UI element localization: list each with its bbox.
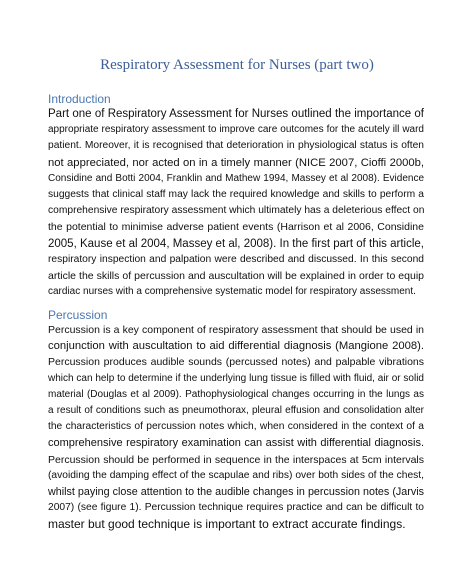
paragraph-line: appropriate respiratory assessment to improve care outcomes for the acutely ill ward <box>48 124 424 136</box>
paragraph-line: master but good technique is important to extract accurate findings. <box>48 517 406 532</box>
paragraph-line: whilst paying close attention to the audible changes in percussion notes (Jarvis <box>48 485 424 498</box>
document-title: Respiratory Assessment for Nurses (part two) <box>100 57 374 73</box>
percussion-paragraph <box>48 322 424 532</box>
paragraph-line: a result of conditions such as pneumothorax, pleural effusion and consolidation alter <box>48 404 424 416</box>
paragraph-line: material (Douglas et al 2009). Pathophysiological changes occurring in the lungs as <box>48 388 424 400</box>
paragraph-line: Percussion produces audible sounds (percussed notes) and palpable vibrations <box>48 356 424 369</box>
paragraph-line: 2005, Kause et al 2004, Massey et al, 2008). In the first part of this article, <box>48 237 424 250</box>
paragraph-line: the potential to minimise adverse patient events (Harrison et al 2006, Considine <box>48 221 424 234</box>
paragraph-line: 2007) (see figure 1). Percussion technique requires practice and can be difficult to <box>48 502 424 514</box>
paragraph-line: (avoiding the damping effect of the scapulae and ribs) over both sides of the chest, <box>48 469 424 481</box>
paragraph-line: comprehensive respiratory assessment which ultimately has a deleterious effect on <box>48 205 424 217</box>
paragraph-line: Percussion is a key component of respiratory assessment that should be used in <box>48 324 424 336</box>
paragraph-line: Part one of Respiratory Assessment for Nurses outlined the importance of <box>48 108 424 120</box>
introduction-paragraph <box>48 106 424 300</box>
paragraph-line: article the skills of percussion and auscultation will be explained in order to equip <box>48 269 424 282</box>
paragraph-line: patient. Moreover, it is recognised that deterioration in physiological status is often <box>48 140 424 152</box>
paragraph-line: comprehensive respiratory examination can assist with differential diagnosis. <box>48 437 424 450</box>
paragraph-line: respiratory inspection and palpation were described and discussed. In this second <box>48 253 424 265</box>
paragraph-line: Percussion should be performed in sequence in the interspaces at 5cm intervals <box>48 453 424 466</box>
paragraph-line: which can help to determine if the underlying lung tissue is filled with fluid, air or solid <box>48 372 424 384</box>
paragraph-line: conjunction with auscultation to aid differential diagnosis (Mangione 2008). <box>48 340 424 353</box>
paragraph-line: suggests that clinical staff may lack the required knowledge and skills to perform a <box>48 188 424 200</box>
paragraph-line: cardiac nurses with a comprehensive systematic model for respiratory assessment. <box>48 286 416 298</box>
paragraph-line: Considine and Botti 2004, Franklin and Mathew 1994, Massey et al 2008). Evidence <box>48 172 424 184</box>
paragraph-line: the characteristics of percussion notes which, when considered in the context of a <box>48 421 424 433</box>
paragraph-line: not appreciated, nor acted on in a timely manner (NICE 2007, Cioffi 2000b, <box>48 156 424 169</box>
section-heading-percussion: Percussion <box>48 308 108 322</box>
section-heading-introduction: Introduction <box>48 92 111 106</box>
